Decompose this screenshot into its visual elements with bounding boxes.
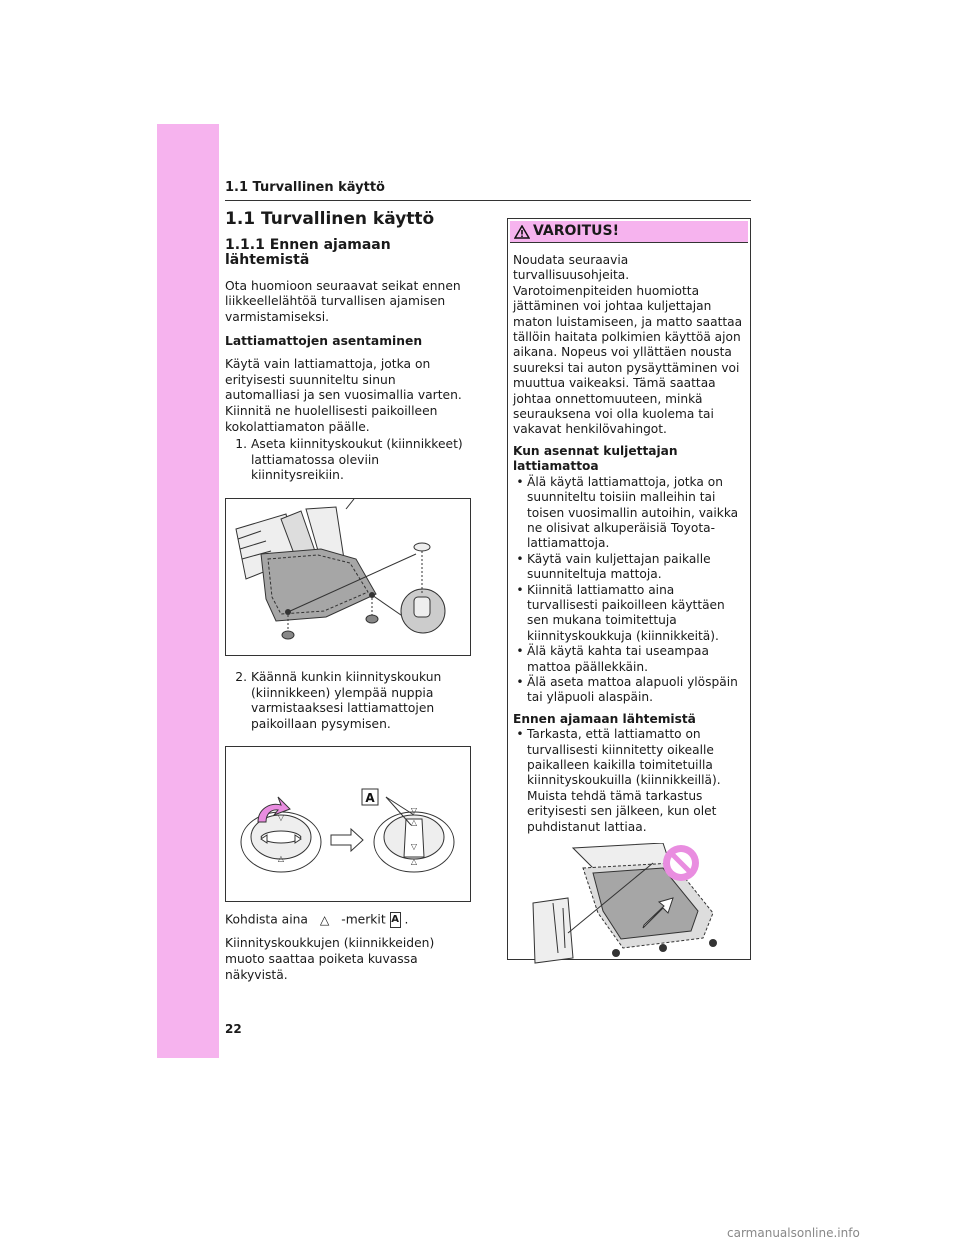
section-text: Käytä vain lattiamattoja, jotka on erityisesti suunniteltu sinun automalliasi ja sen vuosimallia varten. Kiinnitä ne huolellisesti paikoilleen kokolattiamaton päälle. [225, 357, 462, 434]
list-item: • Älä aseta mattoa alapuoli ylöspäin tai yläpuoli alaspäin. [516, 674, 738, 705]
warning-triangle-icon [514, 225, 530, 239]
wrong-mat-illustration [513, 843, 746, 977]
svg-text:▽: ▽ [410, 842, 418, 852]
warning-list-2 [513, 727, 746, 835]
section-subtitle: 1.1.1 Ennen ajamaan lähtemistä [225, 236, 391, 269]
align-text: Kohdista aina [225, 912, 308, 927]
warning-box [507, 218, 751, 960]
step-2 [225, 670, 473, 732]
step-number: 1. [235, 437, 247, 452]
warning-heading-1: Kun asennat kuljettajan lattiamattoa [513, 443, 678, 474]
floor-mat-illustration [225, 498, 471, 656]
footer-watermark: carmanualsonline.info [727, 1226, 860, 1240]
running-header: 1.1 Turvallinen käyttö [225, 180, 385, 195]
align-text: -merkit [341, 912, 386, 927]
label-a-mark: A [390, 912, 401, 928]
align-instruction [225, 912, 473, 928]
intro-text: Ota huomioon seuraavat seikat ennen liikkeellelähtöä turvallisen ajamisen varmistamiseksi. [225, 278, 461, 324]
list-item: • Älä käytä kahta tai useampaa mattoa päällekkäin. [516, 644, 709, 674]
align-text: . [404, 912, 409, 927]
triangle-mark-icon: △ [319, 912, 330, 927]
left-column [225, 208, 473, 991]
warning-header [510, 221, 748, 243]
step-text: Aseta kiinnityskoukut (kiinnikkeet) lattiamatossa oleviin kiinnitysreikiin. [251, 437, 463, 483]
hook-turn-illustration [225, 746, 471, 902]
page-number: 22 [225, 1022, 242, 1036]
step-1 [225, 437, 473, 484]
figure-label-a: A [365, 791, 375, 806]
list-item: • Käytä vain kuljettajan paikalle suunniteltuja mattoja. [516, 551, 711, 582]
svg-text:▽: ▽ [410, 806, 418, 816]
svg-text:△: △ [410, 818, 418, 828]
svg-text:△: △ [410, 857, 418, 867]
svg-text:▽: ▽ [277, 813, 285, 823]
chapter-tab [157, 124, 219, 1058]
list-item: • Tarkasta, että lattiamatto on turvallisesti kiinnitetty oikealle paikalleen kaikilla toimitetuilla kiinnityskoukuilla (kiinnikkeillä). Muista tehdä tämä tarkastus erityisesti sen jälkeen, kun olet puhdistanut lattiaa. [516, 727, 721, 834]
header-rule [225, 200, 751, 201]
warning-list-1 [513, 475, 746, 706]
warning-heading-2: Ennen ajamaan lähtemistä [513, 711, 696, 726]
list-item: • Älä käytä lattiamattoja, jotka on suunniteltu toisiin malleihin tai toisen vuosimallin autoihin, vaikka ne olisivat alkuperäisiä Toyota-lattiamattoja. [516, 474, 739, 551]
warning-intro: Noudata seuraavia turvallisuusohjeita. Varotoimenpiteiden huomiotta jättäminen voi johtaa kuljettajan maton luistamiseen, ja matto saattaa tällöin haitata polkimien käyttöä ajon aikana. Nopeus voi yllättäen nousta suureksi tai auton pysäyttäminen voi muuttua vaikeaksi. Tämä saattaa johtaa onnettomuuteen, minkä seurauksena voi olla kuolema tai vakavat henkilövahingot. [513, 253, 743, 437]
step-text: Käännä kunkin kiinnityskoukun (kiinnikkeen) ylempää nuppia varmistaaksesi lattiamattojen paikoillaan pysymisen. [251, 669, 442, 731]
step-number: 2. [235, 669, 247, 684]
page-title: 1.1 Turvallinen käyttö [225, 209, 435, 229]
section-heading: Lattiamattojen asentaminen [225, 333, 423, 348]
svg-text:△: △ [277, 854, 285, 864]
shape-note: Kiinnityskoukkujen (kiinnikkeiden) muoto saattaa poiketa kuvassa näkyvistä. [225, 936, 435, 982]
warning-title: VAROITUS! [533, 222, 619, 239]
list-item: • Kiinnitä lattiamatto aina turvallisesti paikoilleen käyttäen sen mukana toimitettuja kiinnityskoukkuja (kiinnikkeitä). [516, 582, 725, 643]
